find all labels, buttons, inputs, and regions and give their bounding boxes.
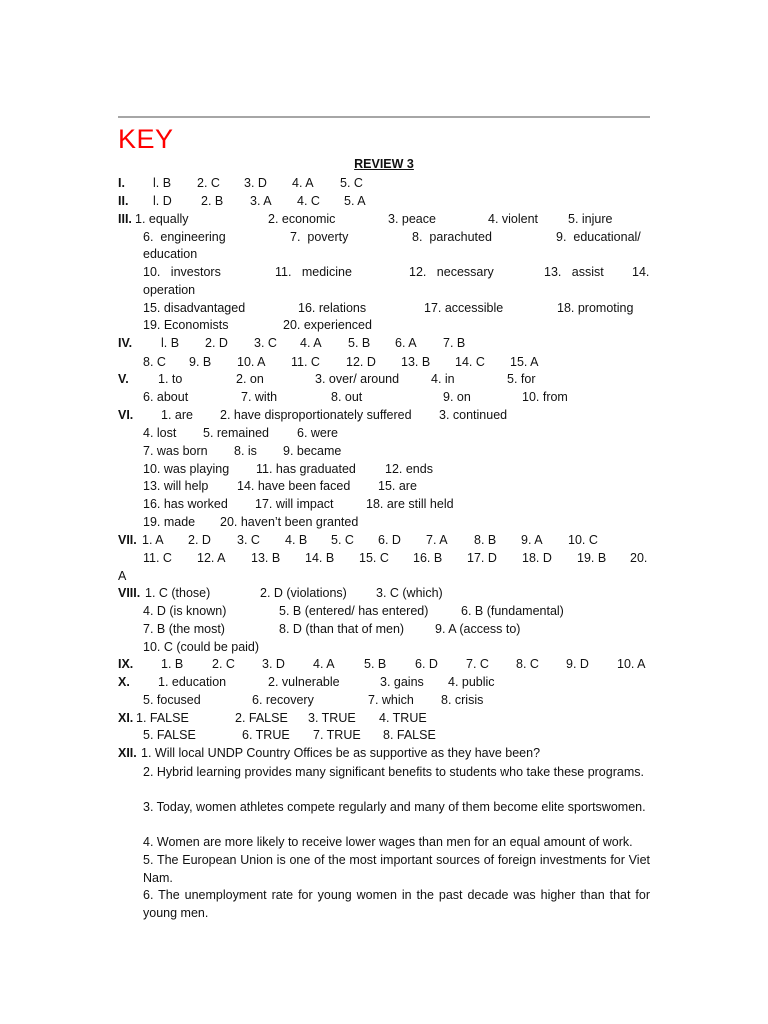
answer-item: 9. educational/ — [556, 230, 641, 244]
answer-item: 4. D (is known) — [143, 604, 227, 618]
rewrite-answer: 6. The unemployment rate for young women in the past decade was higher than that for young men. — [143, 888, 650, 920]
answer-item: 18. promoting — [557, 301, 634, 315]
answer-item: 6. D — [415, 657, 438, 671]
page-title: KEY — [118, 124, 174, 154]
answer-item: 1. are — [161, 408, 193, 422]
answer-item: 1. FALSE — [136, 711, 189, 725]
answer-item: 6. TRUE — [242, 728, 290, 742]
answer-item: 16. has worked — [143, 497, 228, 511]
answer-item: 10. investors — [143, 265, 221, 279]
answer-item: 1. to — [158, 372, 183, 386]
answer-item: 3. peace — [388, 212, 436, 226]
section-number: V. — [118, 372, 129, 386]
section-number: II. — [118, 194, 129, 208]
answer-item: 10. C — [568, 533, 598, 547]
answer-item: 2. D (violations) — [260, 586, 347, 600]
answer-item: 4. A — [313, 657, 335, 671]
answer-item: 6. D — [378, 533, 401, 547]
answer-item: 5. B — [348, 336, 371, 350]
section-number: X. — [118, 675, 130, 689]
answer-item: 15. C — [359, 551, 389, 565]
answer-item: 4. in — [431, 372, 455, 386]
answer-item: 2. have disproportionately suffered — [220, 408, 412, 422]
answer-item: 8. C — [516, 657, 539, 671]
answer-item: 1. A — [142, 533, 164, 547]
answer-item: 9. A (access to) — [435, 622, 521, 636]
answer-item: 7. poverty — [290, 230, 349, 244]
answer-item: 3. continued — [439, 408, 508, 422]
section-number: IV. — [118, 336, 133, 350]
rewrite-answer: 4. Women are more likely to receive lower wages than men for an equal amount of work. — [143, 835, 633, 849]
answer-item: 10. A — [237, 355, 266, 369]
answer-item: 14. — [632, 265, 650, 279]
answer-item: 1. education — [158, 675, 227, 689]
answer-item: 7. B (the most) — [143, 622, 225, 636]
answer-item: 8. out — [331, 390, 363, 404]
answer-item: l. D — [153, 194, 172, 208]
answer-item: 4. lost — [143, 426, 177, 440]
answer-item: 5. C — [340, 176, 363, 190]
answer-item: 5. focused — [143, 693, 201, 707]
answer-item: 11. has graduated — [256, 462, 356, 476]
answer-item: 17. will impact — [255, 497, 334, 511]
answer-item: 15. A — [510, 355, 539, 369]
answer-item: 2. D — [188, 533, 211, 547]
answer-item: 2. C — [212, 657, 235, 671]
answer-item: 12. ends — [385, 462, 433, 476]
answer-item: 20. haven’t been granted — [220, 515, 359, 529]
answer-item: 3. D — [262, 657, 285, 671]
answer-item: 5. remained — [203, 426, 270, 440]
answer-item: 3. C — [254, 336, 277, 350]
answer-item: 10. from — [522, 390, 568, 404]
answer-item: 5. B (entered/ has entered) — [279, 604, 429, 618]
answer-item: l. B — [153, 176, 172, 190]
section-title: REVIEW 3 — [354, 157, 414, 171]
answer-item: 4. B — [285, 533, 308, 547]
answer-item: 9. D — [566, 657, 589, 671]
answer-item: 20. — [630, 551, 648, 565]
section-number: IX. — [118, 657, 134, 671]
rewrite-answer: 2. Hybrid learning provides many significant benefits to students who take these programs. — [143, 765, 644, 779]
answer-item: 12. necessary — [409, 265, 494, 279]
answer-item: 8. FALSE — [383, 728, 436, 742]
answer-item: 12. D — [346, 355, 376, 369]
answer-item: 7. A — [426, 533, 448, 547]
answer-item: 4. A — [300, 336, 322, 350]
answer-item: 4. TRUE — [379, 711, 427, 725]
answer-item: 5. A — [344, 194, 366, 208]
rewrite-answer: 5. The European Union is one of the most important sources of foreign investments for Viet Nam. — [143, 853, 650, 885]
answer-item: 9. A — [521, 533, 543, 547]
answer-item: 16. B — [413, 551, 443, 565]
section-number: VIII. — [118, 586, 141, 600]
answer-item: 5. for — [507, 372, 536, 386]
section-number: I. — [118, 176, 125, 190]
section-number: XII. — [118, 746, 137, 760]
section-number: XI. — [118, 711, 134, 725]
answer-item: 8. D (than that of men) — [279, 622, 405, 636]
answer-item: 6. engineering — [143, 230, 226, 244]
answer-item: 15. are — [378, 479, 417, 493]
top-divider — [118, 116, 650, 118]
answer-item: 6. recovery — [252, 693, 314, 707]
answer-item: 7. which — [368, 693, 414, 707]
answer-item: 6. B (fundamental) — [461, 604, 564, 618]
answer-item: 8. B — [474, 533, 497, 547]
answer-item: 13. assist — [544, 265, 604, 279]
answer-item: 13. B — [251, 551, 281, 565]
answer-item: 1. Will local UNDP Country Offices be as supportive as they have been? — [141, 746, 541, 760]
answer-item: education — [143, 247, 198, 261]
answer-item: 13. will help — [143, 479, 209, 493]
answer-item: 3. C — [237, 533, 260, 547]
answer-item: 8. C — [143, 355, 166, 369]
answer-item: 1. C (those) — [145, 586, 211, 600]
answer-item: 2. D — [205, 336, 228, 350]
answer-item: 6. about — [143, 390, 189, 404]
answer-item: 7. was born — [143, 444, 208, 458]
answer-item: 3. C (which) — [376, 586, 443, 600]
answer-item: operation — [143, 283, 196, 297]
answer-item: 9. became — [283, 444, 342, 458]
answer-item: 2. economic — [268, 212, 336, 226]
section-number: VII. — [118, 533, 137, 547]
answer-item: 5. injure — [568, 212, 613, 226]
answer-item: 7. B — [443, 336, 466, 350]
answer-item: 3. gains — [380, 675, 424, 689]
answer-item: 19. B — [577, 551, 607, 565]
answer-item: 10. C (could be paid) — [143, 640, 260, 654]
answer-item: 11. medicine — [275, 265, 352, 279]
answer-item: 2. FALSE — [235, 711, 288, 725]
answer-item: 14. B — [305, 551, 335, 565]
answer-item: 7. TRUE — [313, 728, 361, 742]
answer-item: 10. was playing — [143, 462, 230, 476]
answer-item: 6. were — [297, 426, 338, 440]
answer-item: 18. are still held — [366, 497, 454, 511]
answer-item: 2. C — [197, 176, 220, 190]
answer-item: 8. parachuted — [412, 230, 492, 244]
answer-item: 1. B — [161, 657, 184, 671]
answer-item: 3. TRUE — [308, 711, 356, 725]
answer-item: 2. B — [201, 194, 224, 208]
answer-item: 10. A — [617, 657, 646, 671]
answer-item: 5. C — [331, 533, 354, 547]
rewrite-answer: 3. Today, women athletes compete regularly and many of them become elite sportswomen. — [143, 800, 646, 814]
answer-item: 17. accessible — [424, 301, 504, 315]
answer-item: 7. C — [466, 657, 489, 671]
answer-item: 2. vulnerable — [268, 675, 340, 689]
answer-item: 19. Economists — [143, 318, 229, 332]
answer-item: 3. D — [244, 176, 267, 190]
answer-item: 2. on — [236, 372, 264, 386]
answer-item: 14. C — [455, 355, 485, 369]
answer-item: 8. is — [234, 444, 257, 458]
answer-item: 19. made — [143, 515, 196, 529]
answer-item: l. B — [161, 336, 180, 350]
answer-item: 13. B — [401, 355, 431, 369]
answer-item: 12. A — [197, 551, 226, 565]
answer-item: 11. C — [291, 355, 320, 369]
answer-item: 14. have been faced — [237, 479, 351, 493]
answer-item: 3. over/ around — [315, 372, 400, 386]
section-number: VI. — [118, 408, 134, 422]
answer-item: 11. C — [143, 551, 172, 565]
answer-item: 4. violent — [488, 212, 539, 226]
answer-item: 9. B — [189, 355, 212, 369]
answer-item: 9. on — [443, 390, 471, 404]
answer-item: 5. B — [364, 657, 387, 671]
answer-item: 4. C — [297, 194, 320, 208]
answer-item: 17. D — [467, 551, 497, 565]
answer-item: 8. crisis — [441, 693, 484, 707]
answer-item: 16. relations — [298, 301, 367, 315]
answer-item: A — [118, 569, 127, 583]
answer-item: 20. experienced — [283, 318, 372, 332]
answer-item: 1. equally — [135, 212, 189, 226]
answer-item: 7. with — [241, 390, 278, 404]
answer-item: 3. A — [250, 194, 272, 208]
answer-item: 6. A — [395, 336, 417, 350]
section-number: III. — [118, 212, 132, 226]
answer-item: 15. disadvantaged — [143, 301, 246, 315]
answer-item: 4. A — [292, 176, 314, 190]
answer-item: 18. D — [522, 551, 552, 565]
answer-item: 5. FALSE — [143, 728, 196, 742]
answer-item: 4. public — [448, 675, 495, 689]
